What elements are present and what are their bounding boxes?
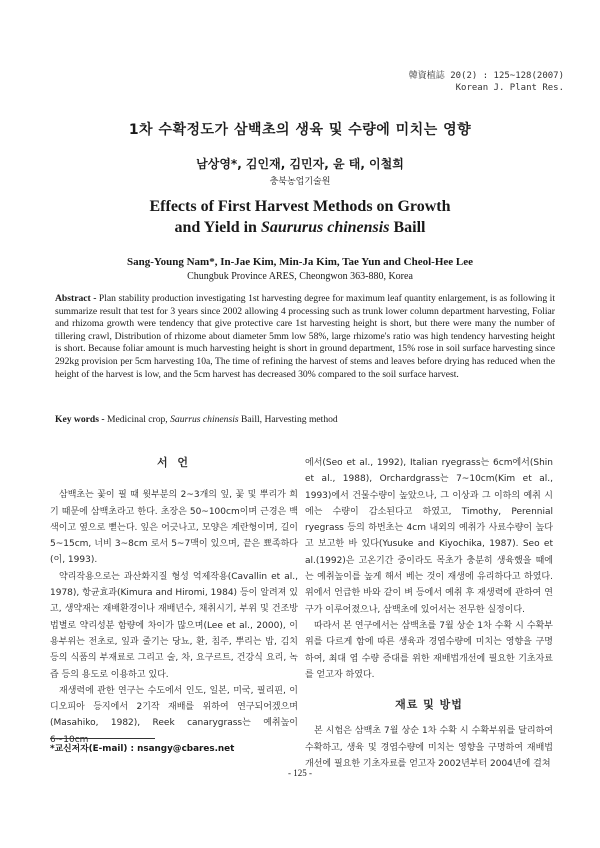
methods-paragraph: 본 시험은 삼백초 7월 상순 1차 수확 시 수확부위를 달리하여 수확하고, 생육 및 경엽수량에 미치는 영향을 구명하여 재배법 개선에 필요한 기초자료를 얻고자 2002년부터 2004년에 걸쳐 (305, 726, 553, 770)
english-authors: Sang-Young Nam*, In-Jae Kim, Min-Ja Kim, Tae Yun and Cheol-Hee Lee (126, 256, 474, 268)
intro-heading: 서 언 (156, 456, 192, 469)
right-column (305, 455, 553, 772)
keywords (55, 414, 555, 425)
corresponding-author-footnote: *교신저자(E-mail) : nsangy@cbares.net (50, 744, 235, 754)
intro-paragraph: 약리작용으로는 과산화지질 형성 억제작용(Cavallin et al., 1978), 항균효과(Kimura and Hiromi, 1984) 등이 알려져 있고, 생약재는 재배환경이나 재배년수, 채취시기, 부위 및 건조방법별로 약리성분 함량에 차이가 많으며(Lee et al., 2000), 이용부위는 전초로, 잎과 줄기는 당뇨, 환, 침주, 뿌리는 밥, 김치 등의 식품의 부재료로 그리고 술, 차, 요구르트, 건강식 요리, 녹즙 등의 용도로 이용하고 있다. (50, 571, 298, 680)
english-title (0, 196, 600, 238)
intro-paragraph: 삼백초는 꽃이 필 때 윗부분의 2~3개의 잎, 꽃 및 뿌리가 희기 때문에 삼백초라고 한다. 초장은 50~100cm이며 근경은 백색이고 옆으로 뻗는다. 잎은 어긋나고, 모양은 계란형이며, 길이 5~15cm, 너비 3~8cm 로서 5~7맥이 있으며, 끝은 뾰족하다(이, 1993). (50, 490, 298, 566)
intro-paragraph: 따라서 본 연구에서는 삼백초를 7월 상순 1차 수확 시 수확부위를 다르게 함에 따른 생육과 경엽수량에 미치는 영향을 구명하여, 최대 엽 수량 증대를 위한 재배법개선에 필요한 기초자료를 얻고자 하였다. (305, 620, 553, 680)
journal-reference: 韓資植誌 20(2) : 125~128(2007) (408, 71, 564, 81)
korean-authors: 남상영*, 김인재, 김민자, 윤 태, 이철희 (196, 157, 404, 171)
korean-affiliation: 충북농업기술원 (269, 177, 331, 187)
journal-name: Korean J. Plant Res. (455, 83, 564, 93)
methods-heading: 재료 및 방법 (395, 698, 463, 712)
abstract (55, 293, 555, 381)
title-text: and Yield in (174, 219, 261, 236)
left-column (50, 455, 298, 748)
footnote-rule (50, 738, 155, 739)
english-title-line2 (0, 217, 600, 238)
english-affiliation: Chungbuk Province ARES, Cheongwon 363-880, Korea (187, 271, 413, 282)
title-text-tail: Baill (389, 219, 426, 236)
journal-header (409, 70, 564, 94)
keywords-label: Key words - (55, 414, 107, 425)
keywords-species: Saurrus chinensis (170, 414, 239, 425)
abstract-text: Plan stability production investigating 1st harvesting degree for maximum leaf quantity enlargement, is as following it summarize result that test for 3 years since 2002 allowing 4 processing such as trunk lower column department harvesting, Foliar and rhizoma growth were tendency that give protective care 1st harvesting height is short, but there were many the number of tillering crawl, Distribution of rhizome about diameter 5mm low 58%, large rhizome's ratio was high tendency harvesting height is short. Because foliar amount is much harvesting height is short in ground department, 15% rose in soil surface harvesting since 292kg provision per 5cm harvesting 10a, The time of refining the harvest of stems and leaves before drying has reduced when the height of the harvest is low, and the 5cm harvest has decreased 30% compared to the soil surface harvest. (55, 293, 555, 380)
intro-paragraph: 에서(Seo et al., 1992), Italian ryegrass는 6cm에서(Shin et al., 1988), Orchardgrass는 7~10cm(Kim et al., 1993)에서 건물수량이 높았으나, 그 이상과 그 이하의 예취 시에는 수량이 감소된다고 하였고, Timothy, Perennial ryegrass 등의 하번초는 4cm 내외의 예취가 사료수량이 높다고 보고한 바 있다(Yusuke and Kiyochika, 1987). Seo et al.(1992)은 고온기간 중이라도 목초가 충분히 생육했을 때에는 예취높이를 높게 해서 베는 것이 재생에 유리하다고 하였다. 위에서 언급한 바와 같이 벼 등에서 예취 후 재생력에 관하여 연구가 이루어졌으나, 삼백초에 있어서는 전무한 실정이다. (305, 458, 553, 615)
english-title-line1: Effects of First Harvest Methods on Growth (149, 198, 451, 215)
keywords-text-tail: Baill, Harvesting method (238, 414, 338, 425)
title-species: Saururus chinensis (260, 219, 390, 236)
intro-paragraph: 재생력에 관한 연구는 수도에서 인도, 일본, 미국, 필리핀, 이디오피아 등지에서 2기작 재배를 위하여 연구되어겠으며(Masahiko, 1982), Reek canarygrass는 예취높이 6~10cm (50, 685, 298, 745)
korean-title: 1차 수확정도가 삼백초의 생육 및 수량에 미치는 영향 (128, 122, 472, 138)
abstract-label: Abstract - (55, 293, 99, 304)
page-number: - 125 - (288, 768, 312, 778)
keywords-text: Medicinal crop, (106, 414, 171, 425)
